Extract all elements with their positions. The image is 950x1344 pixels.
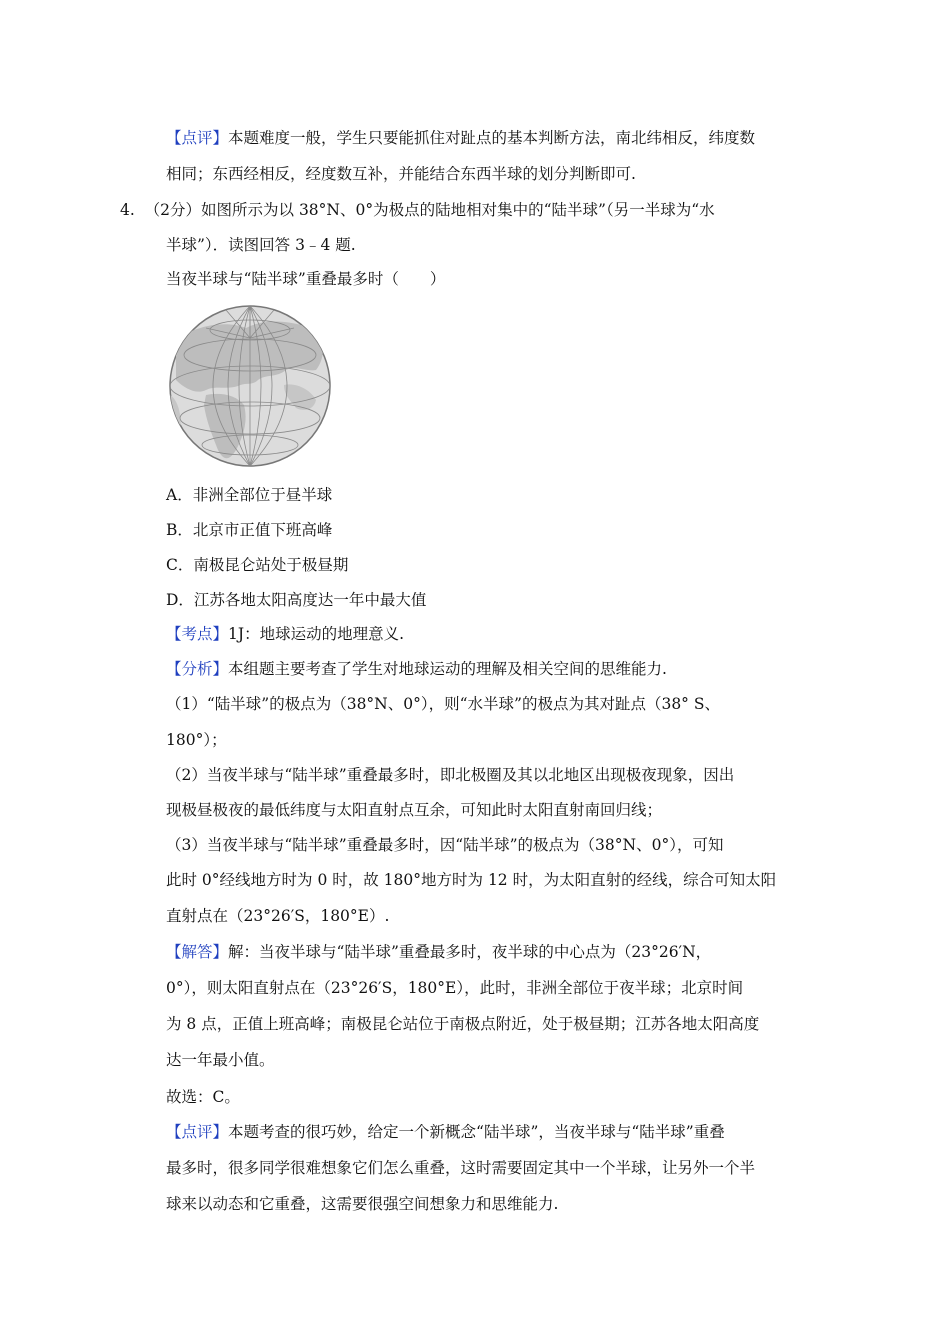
fenxi-p3a: （3）当夜半球与“陆半球”重叠最多时，因“陆半球”的极点为（38°N、0°），可知	[166, 836, 724, 854]
question-stem: （2分）如图所示为以 38°N、0°为极点的陆地相对集中的“陆半球”（另一半球为“水	[144, 201, 715, 219]
dianping-line1	[166, 1122, 725, 1142]
fenxi-p3c: 直射点在（23°26′S，180°E）.	[166, 907, 390, 925]
prev-review-line1	[166, 128, 755, 148]
question-number: 4.	[120, 201, 135, 219]
kaodian-text: 1J：地球运动的地理意义.	[228, 625, 405, 643]
option-d: D．江苏各地太阳高度达一年中最大值	[166, 591, 427, 609]
jieda-line3: 为 8 点，正值上班高峰；南极昆仑站位于南极点附近，处于极昼期；江苏各地太阳高度	[166, 1015, 760, 1033]
fenxi-tag: 【分析】	[166, 660, 229, 678]
fenxi-p1b: 180°）；	[166, 731, 227, 749]
option-b: B．北京市正值下班高峰	[166, 521, 333, 539]
jieda-tag: 【解答】	[166, 943, 229, 961]
fenxi-p3b: 此时 0°经线地方时为 0 时，故 180°地方时为 12 时，为太阳直射的经线，综合可知太阳	[166, 871, 777, 889]
fenxi-text: 本组题主要考查了学生对地球运动的理解及相关空间的思维能力.	[228, 660, 667, 678]
jieda-line4: 达一年最小值。	[166, 1051, 275, 1069]
dianping-tag-2: 【点评】	[166, 1123, 229, 1141]
fenxi-p2b: 现极昼极夜的最低纬度与太阳直射点互余，可知此时太阳直射南回归线；	[166, 801, 663, 819]
fenxi-p1a: （1）“陆半球”的极点为（38°N、0°），则“水半球”的极点为其对趾点（38° S、	[166, 695, 720, 713]
question-line1	[120, 200, 715, 220]
dianping-line2: 最多时，很多同学很难想象它们怎么重叠，这时需要固定其中一个半球，让另外一个半	[166, 1159, 756, 1177]
jieda-line2: 0°），则太阳直射点在（23°26′S，180°E），此时，非洲全部位于夜半球；北京时间	[166, 979, 744, 997]
option-a: A．非洲全部位于昼半球	[166, 486, 333, 504]
jieda-line1	[166, 942, 711, 962]
jieda-text-1: 解：当夜半球与“陆半球”重叠最多时，夜半球的中心点为（23°26′N，	[228, 943, 712, 961]
dianping-line3: 球来以动态和它重叠，这需要很强空间想象力和思维能力.	[166, 1195, 559, 1213]
prev-review-text-1: 本题难度一般，学生只要能抓住对趾点的基本判断方法，南北纬相反，纬度数	[228, 129, 756, 147]
land-hemisphere-globe-figure	[166, 300, 334, 470]
kaodian-tag: 【考点】	[166, 625, 229, 643]
option-c: C．南极昆仑站处于极昼期	[166, 556, 349, 574]
dianping-text-1: 本题考查的很巧妙，给定一个新概念“陆半球”，当夜半球与“陆半球”重叠	[228, 1123, 725, 1141]
fenxi-p2a: （2）当夜半球与“陆半球”重叠最多时，即北极圈及其以北地区出现极夜现象，因出	[166, 766, 735, 784]
answer-line: 故选：C。	[166, 1088, 240, 1106]
fenxi-line	[166, 659, 667, 679]
question-prompt: 当夜半球与“陆半球”重叠最多时（ ）	[166, 270, 446, 288]
dianping-tag: 【点评】	[166, 129, 229, 147]
question-line2: 半球”）．读图回答 3﹣4 题.	[166, 236, 356, 254]
kaodian-line	[166, 624, 404, 644]
prev-review-line2: 相同；东西经相反，经度数互补，并能结合东西半球的划分判断即可.	[166, 165, 636, 183]
